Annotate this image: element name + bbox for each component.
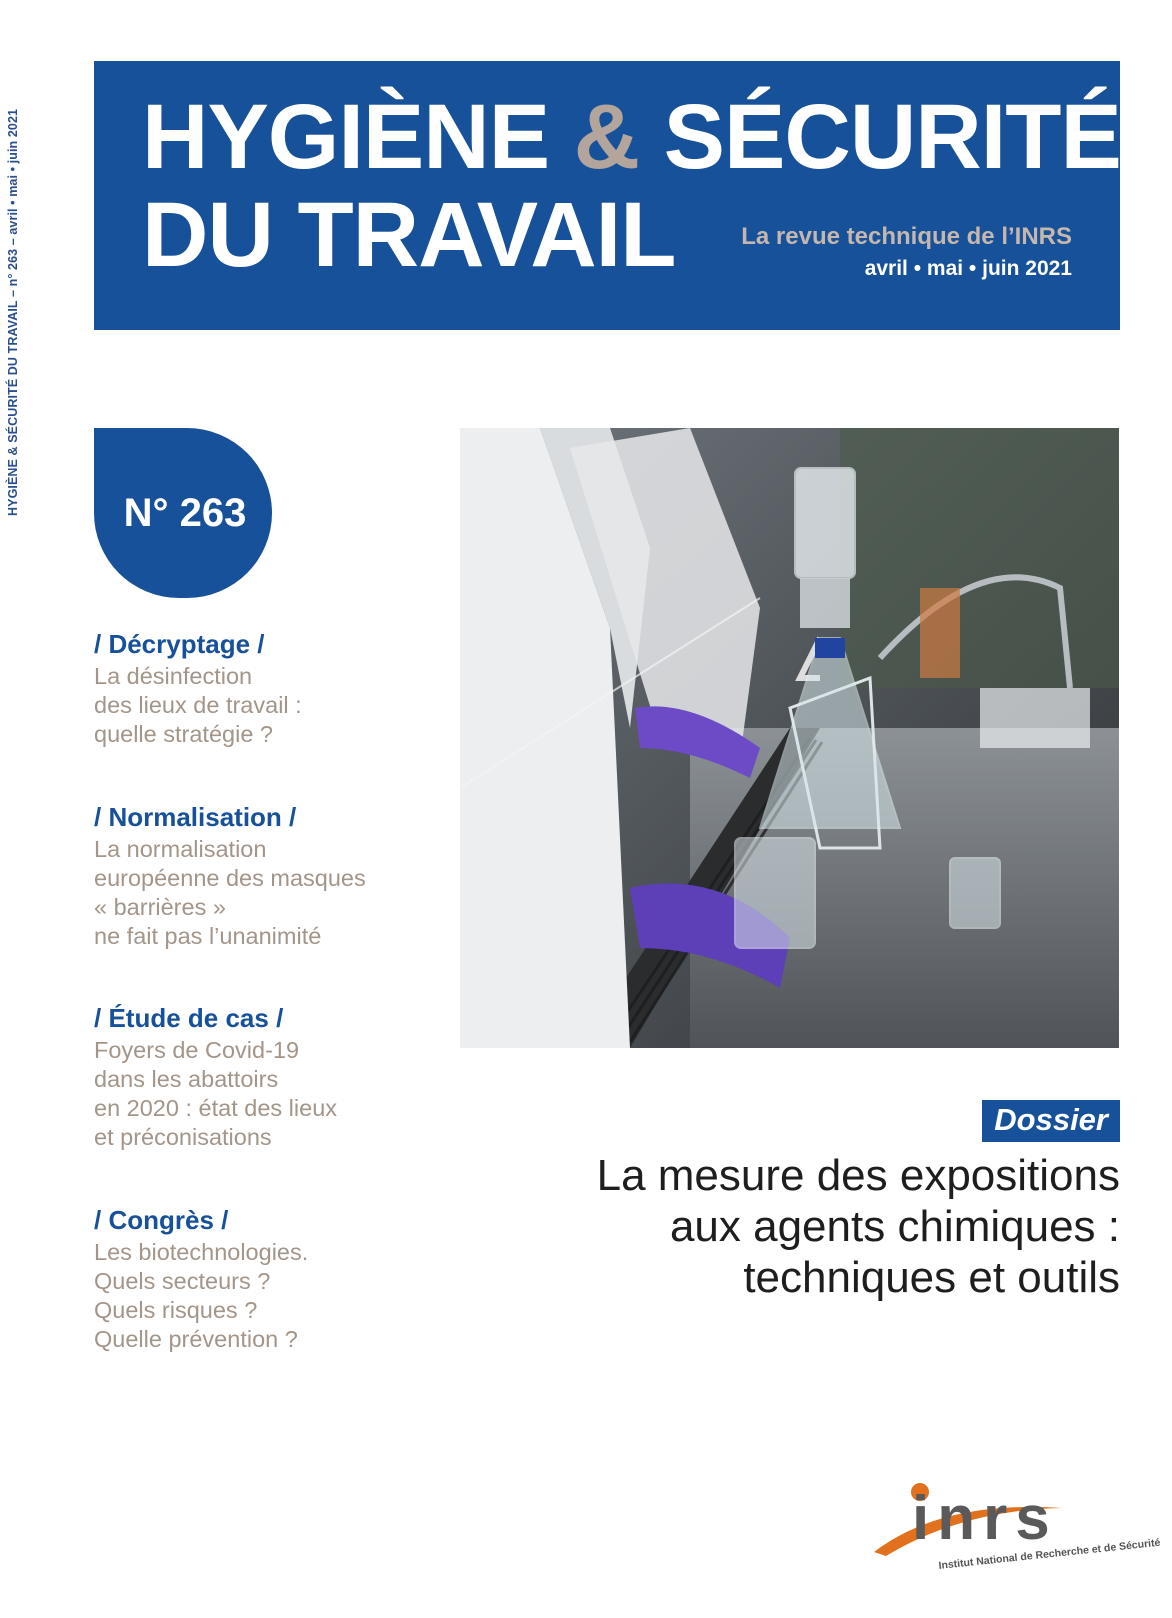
issue-badge — [94, 428, 272, 598]
toc-heading: / Congrès / — [94, 1205, 229, 1235]
toc-heading: / Décryptage / — [94, 629, 265, 659]
toc-item-congres — [94, 1204, 424, 1354]
masthead-title-line2: DU TRAVAIL — [142, 184, 676, 286]
inrs-logo — [872, 1480, 1161, 1590]
logo-tagline: Institut National de Recherche et de Sécurité — [938, 1536, 1161, 1572]
title-part1: HYGIÈNE — [142, 86, 574, 188]
cover-photo-lab — [460, 428, 1119, 1048]
title-ampersand: & — [573, 86, 640, 188]
masthead-title-line1 — [142, 86, 1121, 188]
issue-number: N° 263 — [123, 490, 247, 535]
lab-scene-illustration — [460, 428, 1119, 1048]
toc-text: La désinfection des lieux de travail : quelle stratégie ? — [94, 663, 302, 747]
dossier-title: La mesure des expositions aux agents chimiques : techniques et outils — [596, 1151, 1120, 1302]
masthead-date: avril • mai • juin 2021 — [864, 257, 1072, 280]
masthead — [94, 61, 1120, 330]
toc-item-normalisation — [94, 801, 424, 951]
spine-text: HYGIÈNE & SÉCURITÉ DU TRAVAIL – n° 263 – avril • mai • juin 2021 — [6, 108, 20, 516]
toc-text: Les biotechnologies. Quels secteurs ? Quels risques ? Quelle prévention ? — [94, 1239, 309, 1352]
title-part2: SÉCURITÉ — [639, 86, 1121, 188]
logo-wordmark: inrs — [912, 1484, 1058, 1553]
dossier-label: Dossier — [982, 1100, 1120, 1142]
toc-heading: / Normalisation / — [94, 802, 297, 832]
toc-heading: / Étude de cas / — [94, 1003, 284, 1033]
toc-item-etude-de-cas — [94, 1002, 424, 1152]
toc-text: La normalisation européenne des masques « barrières » ne fait pas l’unanimité — [94, 836, 366, 949]
toc-text: Foyers de Covid-19 dans les abattoirs en 2020 : état des lieux et préconisations — [94, 1037, 338, 1150]
toc-item-decryptage — [94, 628, 424, 749]
masthead-subtitle: La revue technique de l’INRS — [741, 223, 1072, 250]
